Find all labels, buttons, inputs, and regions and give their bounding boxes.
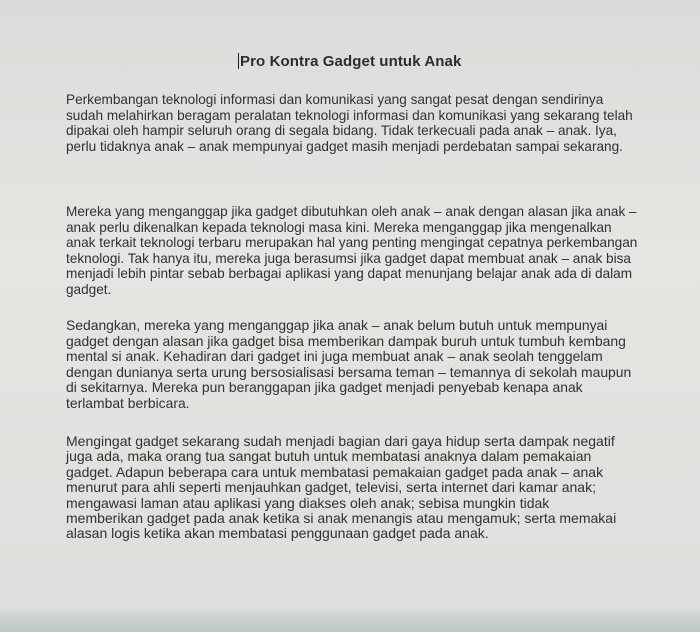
paragraph-3: Sedangkan, mereka yang menganggap jika anak – anak belum butuh untuk mempunyai gadget dengan alasan jika gadget bisa memberikan dampak buruh untuk tumbuh kembang mental si anak. Kehadiran dari gadget ini juga membuat anak – anak seolah tenggelam dengan dunianya serta urung bersosialisasi bersama teman – temannya di sekolah maupun di sekitarnya. Mereka pun beranggapan jika gadget menjadi penyebab kenapa anak terlambat berbicara.	[66, 317, 632, 411]
document-title-line[interactable]	[238, 53, 461, 70]
paragraph-1: Perkembangan teknologi informasi dan komunikasi yang sangat pesat dengan sendirinya sudah melahirkan beragam peralatan teknologi informasi dan komunikasi yang sekarang telah dipakai oleh hampir seluruh orang di segala bidang. Tidak terkecuali pada anak – anak. Iya, perlu tidaknya anak – anak mempunyai gadget masih menjadi perdebatan sampai sekarang.	[66, 92, 633, 154]
screen-bottom-edge	[0, 606, 700, 632]
document-title: Pro Kontra Gadget untuk Anak	[240, 53, 462, 70]
paragraph-2: Mereka yang menganggap jika gadget dibutuhkan oleh anak – anak dengan alasan jika anak – anak perlu dikenalkan kepada teknologi masa kini. Mereka menganggap jika mengenalkan anak terkait teknologi terbaru merupakan hal yang penting mengingat cepatnya perkembangan teknologi. Tak hanya itu, mereka juga berasumsi jika gadget dapat membuat anak – anak bisa menjadi lebih pintar sebab berbagai aplikasi yang dapat menunjang belajar anak ada di dalam gadget.	[66, 204, 638, 297]
text-cursor	[238, 53, 239, 69]
paragraph-4: Mengingat gadget sekarang sudah menjadi bagian dari gaya hidup serta dampak negatif juga ada, maka orang tua sangat butuh untuk membatasi anaknya dalam pemakaian gadget. Adapun beberapa cara untuk membatasi pemakaian gadget pada anak – anak menurut para ahli seperti menjauhkan gadget, televisi, serta internet dari kamar anak; mengawasi laman atau aplikasi yang diakses oleh anak; sebisa mungkin tidak memberikan gadget pada anak ketika si anak menangis atau mengamuk; serta memakai alasan logis ketika akan membatasi penggunaan gadget pada anak.	[66, 433, 617, 542]
